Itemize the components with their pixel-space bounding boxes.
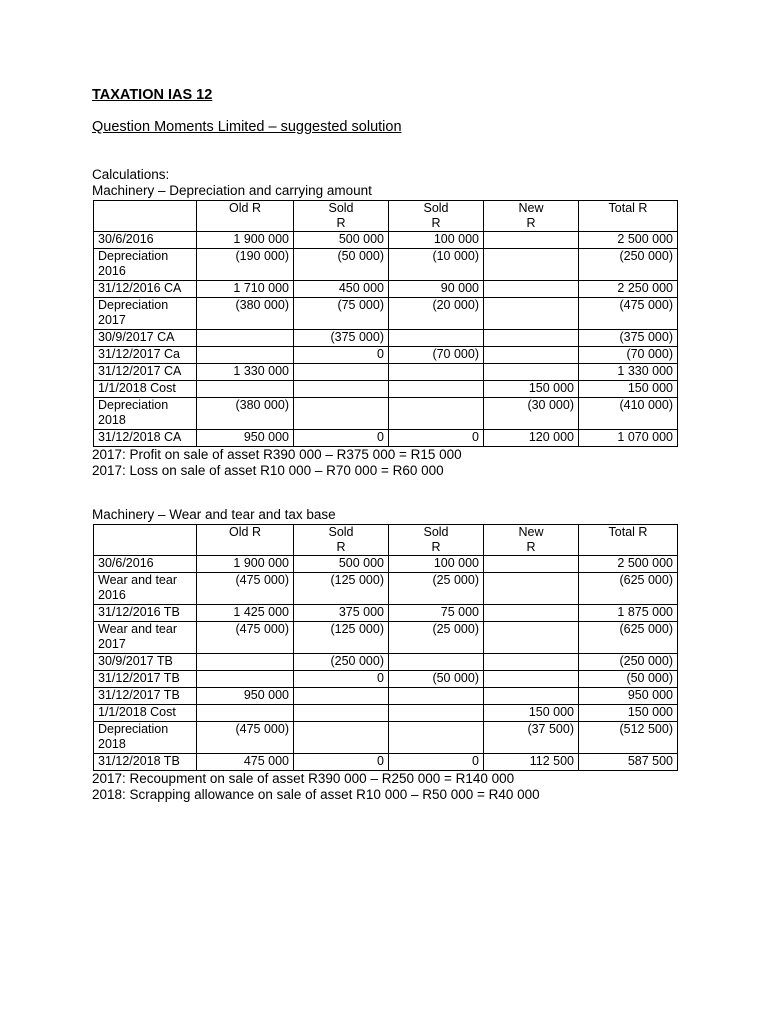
table-cell: 150 000 (579, 705, 678, 722)
row-label: Depreciation 2018 (94, 398, 197, 430)
table-cell: 2 500 000 (579, 556, 678, 573)
column-header: Total R (579, 525, 678, 556)
table-cell (484, 605, 579, 622)
table2-notes (92, 771, 540, 803)
row-label: Depreciation 2017 (94, 298, 197, 330)
table-header-row (94, 525, 678, 556)
table-cell (294, 364, 389, 381)
table-cell: (625 000) (579, 622, 678, 654)
table-cell (484, 298, 579, 330)
table-cell (197, 705, 294, 722)
table-cell (294, 722, 389, 754)
table-cell: 150 000 (484, 705, 579, 722)
row-label: 31/12/2016 CA (94, 281, 197, 298)
column-header: Total R (579, 201, 678, 232)
table-cell (484, 688, 579, 705)
table-row (94, 232, 678, 249)
table-cell: (625 000) (579, 573, 678, 605)
table-cell: 950 000 (579, 688, 678, 705)
row-label: 31/12/2016 TB (94, 605, 197, 622)
table-header-row (94, 201, 678, 232)
table-cell: (380 000) (197, 398, 294, 430)
table-row (94, 398, 678, 430)
table2-note: 2017: Recoupment on sale of asset R390 000 – R250 000 = R140 000 (92, 771, 515, 786)
column-header: Sold R (294, 525, 389, 556)
table-cell: (75 000) (294, 298, 389, 330)
row-label: 31/12/2017 CA (94, 364, 197, 381)
table-cell: 1 900 000 (197, 232, 294, 249)
table2-note: 2018: Scrapping allowance on sale of asset R10 000 – R50 000 = R40 000 (92, 787, 540, 802)
depreciation-table (93, 200, 678, 447)
table-cell: 950 000 (197, 430, 294, 447)
table-cell: (70 000) (389, 347, 484, 364)
table-row (94, 605, 678, 622)
column-header: New R (484, 201, 579, 232)
table-cell: (20 000) (389, 298, 484, 330)
column-header: Sold R (389, 525, 484, 556)
table-row (94, 249, 678, 281)
table-cell: (250 000) (579, 654, 678, 671)
table-cell (294, 381, 389, 398)
table-cell: 587 500 (579, 754, 678, 771)
table1-note: 2017: Profit on sale of asset R390 000 – R375 000 = R15 000 (92, 447, 462, 462)
table-cell: 1 330 000 (197, 364, 294, 381)
table-row (94, 281, 678, 298)
table-row (94, 430, 678, 447)
table-cell: (30 000) (484, 398, 579, 430)
table-cell: (50 000) (294, 249, 389, 281)
table-cell: (25 000) (389, 573, 484, 605)
table-cell: 450 000 (294, 281, 389, 298)
table-cell: (10 000) (389, 249, 484, 281)
table-cell (484, 573, 579, 605)
table-cell: 500 000 (294, 232, 389, 249)
table-cell (389, 654, 484, 671)
table-row (94, 381, 678, 398)
calculations-label: Calculations: (92, 167, 170, 182)
table-cell: (250 000) (579, 249, 678, 281)
table-cell (484, 654, 579, 671)
table-cell: (190 000) (197, 249, 294, 281)
table-cell: (37 500) (484, 722, 579, 754)
table-cell (294, 398, 389, 430)
table-row (94, 573, 678, 605)
row-label: Depreciation 2018 (94, 722, 197, 754)
table-cell: 1 900 000 (197, 556, 294, 573)
row-label: 1/1/2018 Cost (94, 705, 197, 722)
table-cell: 150 000 (579, 381, 678, 398)
table-cell: 120 000 (484, 430, 579, 447)
table-cell: (125 000) (294, 622, 389, 654)
column-header: New R (484, 525, 579, 556)
table1-notes (92, 447, 462, 479)
table-cell (294, 705, 389, 722)
table-cell: 75 000 (389, 605, 484, 622)
table-cell: 950 000 (197, 688, 294, 705)
table-cell: 1 875 000 (579, 605, 678, 622)
table-cell (484, 622, 579, 654)
row-label: 1/1/2018 Cost (94, 381, 197, 398)
column-header (94, 201, 197, 232)
column-header: Old R (197, 525, 294, 556)
table1-note: 2017: Loss on sale of asset R10 000 – R70 000 = R60 000 (92, 463, 444, 478)
column-header: Sold R (389, 201, 484, 232)
table-row (94, 671, 678, 688)
table-cell (389, 364, 484, 381)
row-label: 30/6/2016 (94, 232, 197, 249)
table-cell (484, 330, 579, 347)
table-cell: (250 000) (294, 654, 389, 671)
table-cell: (410 000) (579, 398, 678, 430)
row-label: Depreciation 2016 (94, 249, 197, 281)
table-cell (294, 688, 389, 705)
table-cell (389, 381, 484, 398)
row-label: Wear and tear 2016 (94, 573, 197, 605)
row-label: 30/9/2017 CA (94, 330, 197, 347)
table-cell: (512 500) (579, 722, 678, 754)
table-row (94, 347, 678, 364)
table-cell: 2 500 000 (579, 232, 678, 249)
table-cell (197, 671, 294, 688)
table-cell: 0 (389, 754, 484, 771)
table-cell: 0 (294, 754, 389, 771)
table-cell: 150 000 (484, 381, 579, 398)
table-cell (389, 688, 484, 705)
table-cell: (375 000) (294, 330, 389, 347)
table-cell (197, 381, 294, 398)
table-cell: 2 250 000 (579, 281, 678, 298)
table-cell: 90 000 (389, 281, 484, 298)
table-cell: 100 000 (389, 556, 484, 573)
column-header: Sold R (294, 201, 389, 232)
table-cell (484, 347, 579, 364)
table-cell: 0 (294, 671, 389, 688)
table-cell (389, 330, 484, 347)
row-label: 31/12/2018 CA (94, 430, 197, 447)
table-row (94, 298, 678, 330)
table-cell: 100 000 (389, 232, 484, 249)
table-cell: (475 000) (197, 622, 294, 654)
table-row (94, 754, 678, 771)
table-row (94, 722, 678, 754)
table-cell: (25 000) (389, 622, 484, 654)
page-subtitle: Question Moments Limited – suggested solution (92, 119, 402, 135)
table-cell (197, 347, 294, 364)
table-cell: (50 000) (389, 671, 484, 688)
table-cell: (70 000) (579, 347, 678, 364)
table1-caption: Machinery – Depreciation and carrying amount (92, 183, 372, 198)
column-header: Old R (197, 201, 294, 232)
table-cell (484, 671, 579, 688)
table-cell: 475 000 (197, 754, 294, 771)
table-cell: (375 000) (579, 330, 678, 347)
table-cell: 1 425 000 (197, 605, 294, 622)
table-cell: 0 (294, 347, 389, 364)
table-row (94, 654, 678, 671)
table-cell: 0 (389, 430, 484, 447)
row-label: Wear and tear 2017 (94, 622, 197, 654)
page-title: TAXATION IAS 12 (92, 87, 213, 103)
row-label: 31/12/2017 Ca (94, 347, 197, 364)
table-row (94, 330, 678, 347)
table-cell: (475 000) (579, 298, 678, 330)
table-cell: (475 000) (197, 722, 294, 754)
table-row (94, 705, 678, 722)
table-cell (197, 330, 294, 347)
row-label: 31/12/2018 TB (94, 754, 197, 771)
table-cell: (50 000) (579, 671, 678, 688)
table-cell: 1 710 000 (197, 281, 294, 298)
table-cell (484, 556, 579, 573)
wear-and-tear-table (93, 524, 678, 771)
table-cell: 0 (294, 430, 389, 447)
table-row (94, 556, 678, 573)
column-header (94, 525, 197, 556)
table-cell (389, 722, 484, 754)
table-cell (197, 654, 294, 671)
row-label: 30/9/2017 TB (94, 654, 197, 671)
table-cell (389, 705, 484, 722)
table-cell: (380 000) (197, 298, 294, 330)
table-row (94, 622, 678, 654)
row-label: 31/12/2017 TB (94, 688, 197, 705)
table-cell (484, 281, 579, 298)
table2-caption: Machinery – Wear and tear and tax base (92, 507, 336, 522)
table-row (94, 688, 678, 705)
row-label: 30/6/2016 (94, 556, 197, 573)
table-cell: 1 070 000 (579, 430, 678, 447)
row-label: 31/12/2017 TB (94, 671, 197, 688)
table-cell (484, 249, 579, 281)
table-cell: 375 000 (294, 605, 389, 622)
table-cell (389, 398, 484, 430)
table-cell (484, 232, 579, 249)
table-cell: 1 330 000 (579, 364, 678, 381)
table-cell: (125 000) (294, 573, 389, 605)
table-cell (484, 364, 579, 381)
table-cell: 500 000 (294, 556, 389, 573)
table-row (94, 364, 678, 381)
table-cell: (475 000) (197, 573, 294, 605)
table-cell: 112 500 (484, 754, 579, 771)
